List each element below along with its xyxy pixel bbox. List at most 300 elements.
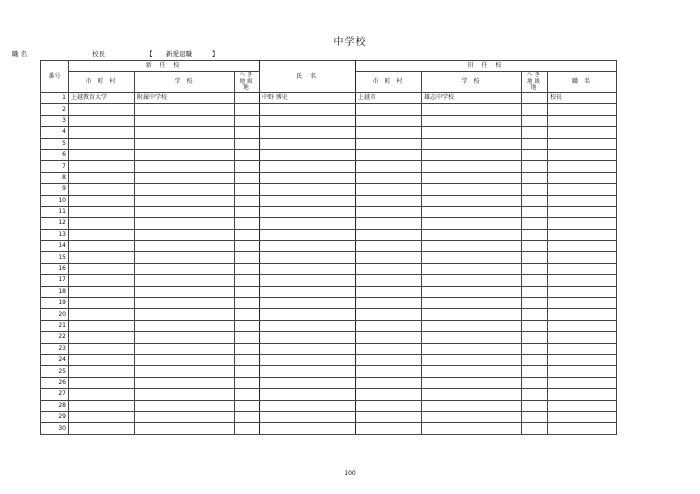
old-remote-cell <box>522 115 548 126</box>
old-city-cell <box>356 138 422 149</box>
old-remote-cell <box>522 229 548 240</box>
position-cell <box>548 229 617 240</box>
new-remote-cell <box>235 298 260 309</box>
old-school-cell <box>422 275 522 286</box>
old-remote-cell <box>522 138 548 149</box>
old-city-cell <box>356 195 422 206</box>
old-remote-cell <box>522 206 548 217</box>
row-number: 7 <box>41 161 69 172</box>
old-remote-cell <box>522 263 548 274</box>
old-school-cell <box>422 115 522 126</box>
old-school-cell <box>422 298 522 309</box>
table-row <box>41 206 617 217</box>
old-school-cell <box>422 104 522 115</box>
table-row <box>41 286 617 297</box>
name-cell <box>260 229 356 240</box>
new-school-cell <box>135 389 235 400</box>
old-school-cell <box>422 172 522 183</box>
name-cell <box>260 184 356 195</box>
old-remote-cell <box>522 400 548 411</box>
old-school-cell <box>422 286 522 297</box>
new-city-cell <box>69 149 135 160</box>
row-number: 17 <box>41 275 69 286</box>
new-school-cell <box>135 320 235 331</box>
header-new-school: 学 校 <box>135 72 235 93</box>
header-old-city: 市 町 村 <box>356 72 422 93</box>
category-label: 新愛退職 <box>166 50 192 58</box>
row-number: 27 <box>41 389 69 400</box>
old-remote-cell <box>522 149 548 160</box>
table-row <box>41 263 617 274</box>
old-school-cell <box>422 343 522 354</box>
new-remote-cell <box>235 332 260 343</box>
name-cell <box>260 138 356 149</box>
row-number: 21 <box>41 320 69 331</box>
name-cell <box>260 115 356 126</box>
new-city-cell <box>69 332 135 343</box>
row-number: 3 <box>41 115 69 126</box>
new-school-cell <box>135 343 235 354</box>
new-city-cell <box>69 206 135 217</box>
new-school-cell <box>135 218 235 229</box>
position-value: 校長 <box>92 50 105 58</box>
name-cell <box>260 263 356 274</box>
new-city-cell <box>69 389 135 400</box>
new-remote-cell <box>235 172 260 183</box>
new-school-cell <box>135 149 235 160</box>
old-city-cell: 上越市 <box>356 93 422 104</box>
old-school-cell <box>422 309 522 320</box>
row-number: 25 <box>41 366 69 377</box>
position-cell <box>548 241 617 252</box>
position-cell <box>548 332 617 343</box>
old-city-cell <box>356 104 422 115</box>
table-row <box>41 104 617 115</box>
new-remote-cell <box>235 377 260 388</box>
old-school-cell <box>422 127 522 138</box>
new-city-cell: 上越教育大学 <box>69 93 135 104</box>
old-city-cell <box>356 366 422 377</box>
new-city-cell <box>69 138 135 149</box>
old-city-cell <box>356 263 422 274</box>
position-cell <box>548 138 617 149</box>
row-number: 2 <box>41 104 69 115</box>
name-cell <box>260 309 356 320</box>
position-cell <box>548 172 617 183</box>
name-cell <box>260 275 356 286</box>
table-row <box>41 184 617 195</box>
old-city-cell <box>356 423 422 434</box>
new-city-cell <box>69 343 135 354</box>
new-school-cell <box>135 184 235 195</box>
old-school-cell <box>422 161 522 172</box>
old-remote-cell <box>522 195 548 206</box>
row-number: 23 <box>41 343 69 354</box>
new-remote-cell <box>235 411 260 422</box>
table-row <box>41 343 617 354</box>
header-position: 職 名 <box>548 72 617 93</box>
old-remote-cell <box>522 377 548 388</box>
new-school-cell <box>135 286 235 297</box>
table-row <box>41 229 617 240</box>
name-cell <box>260 206 356 217</box>
old-school-cell <box>422 184 522 195</box>
old-school-cell <box>422 263 522 274</box>
name-cell <box>260 104 356 115</box>
table-row <box>41 320 617 331</box>
position-cell <box>548 366 617 377</box>
row-number: 28 <box>41 400 69 411</box>
table-row <box>41 366 617 377</box>
table-row <box>41 172 617 183</box>
old-school-cell <box>422 241 522 252</box>
new-city-cell <box>69 127 135 138</box>
new-remote-cell <box>235 389 260 400</box>
row-number: 10 <box>41 195 69 206</box>
new-city-cell <box>69 320 135 331</box>
new-city-cell <box>69 309 135 320</box>
position-cell <box>548 218 617 229</box>
old-city-cell <box>356 127 422 138</box>
new-city-cell <box>69 229 135 240</box>
new-city-cell <box>69 172 135 183</box>
new-remote-cell <box>235 138 260 149</box>
position-cell <box>548 127 617 138</box>
position-cell <box>548 206 617 217</box>
position-cell <box>548 389 617 400</box>
header-old-school: 学 校 <box>422 72 522 93</box>
old-city-cell <box>356 400 422 411</box>
row-number: 20 <box>41 309 69 320</box>
new-school-cell <box>135 400 235 411</box>
old-school-cell <box>422 366 522 377</box>
name-cell <box>260 218 356 229</box>
old-city-cell <box>356 172 422 183</box>
new-remote-cell <box>235 275 260 286</box>
old-school-cell <box>422 332 522 343</box>
position-cell <box>548 320 617 331</box>
name-cell <box>260 354 356 365</box>
row-number: 18 <box>41 286 69 297</box>
position-cell <box>548 411 617 422</box>
name-cell <box>260 286 356 297</box>
new-remote-cell <box>235 263 260 274</box>
new-remote-cell <box>235 218 260 229</box>
row-number: 29 <box>41 411 69 422</box>
position-cell <box>548 104 617 115</box>
new-school-cell <box>135 309 235 320</box>
new-remote-cell <box>235 104 260 115</box>
old-school-cell <box>422 354 522 365</box>
row-number: 19 <box>41 298 69 309</box>
bracket-open: 【 <box>146 50 153 58</box>
position-label: 職 名 <box>12 50 28 58</box>
position-cell <box>548 161 617 172</box>
new-school-cell <box>135 206 235 217</box>
old-city-cell <box>356 286 422 297</box>
name-cell <box>260 195 356 206</box>
old-school-cell <box>422 320 522 331</box>
old-remote-cell <box>522 320 548 331</box>
table-row <box>41 138 617 149</box>
table-row <box>41 377 617 388</box>
new-school-cell <box>135 366 235 377</box>
old-school-cell <box>422 377 522 388</box>
position-cell: 校長 <box>548 93 617 104</box>
name-cell <box>260 366 356 377</box>
new-city-cell <box>69 218 135 229</box>
name-cell <box>260 127 356 138</box>
new-school-cell <box>135 252 235 263</box>
new-remote-cell <box>235 115 260 126</box>
row-number: 12 <box>41 218 69 229</box>
name-cell <box>260 241 356 252</box>
new-remote-cell <box>235 195 260 206</box>
table-row <box>41 411 617 422</box>
row-number: 22 <box>41 332 69 343</box>
table-row <box>41 298 617 309</box>
new-school-cell <box>135 195 235 206</box>
new-school-cell <box>135 229 235 240</box>
new-school-cell <box>135 138 235 149</box>
row-number: 15 <box>41 252 69 263</box>
old-city-cell <box>356 161 422 172</box>
new-school-cell <box>135 263 235 274</box>
new-remote-cell <box>235 241 260 252</box>
old-city-cell <box>356 252 422 263</box>
new-school-cell <box>135 161 235 172</box>
new-city-cell <box>69 286 135 297</box>
name-cell <box>260 389 356 400</box>
position-cell <box>548 400 617 411</box>
old-city-cell <box>356 354 422 365</box>
new-school-cell <box>135 332 235 343</box>
old-city-cell <box>356 184 422 195</box>
row-number: 8 <box>41 172 69 183</box>
new-remote-cell <box>235 354 260 365</box>
name-cell <box>260 377 356 388</box>
old-remote-cell <box>522 93 548 104</box>
header-name: 氏 名 <box>260 61 356 93</box>
position-cell <box>548 377 617 388</box>
header-row-groups <box>41 61 617 72</box>
new-remote-cell <box>235 229 260 240</box>
position-cell <box>548 275 617 286</box>
new-remote-cell <box>235 423 260 434</box>
old-city-cell <box>356 115 422 126</box>
new-school-cell <box>135 423 235 434</box>
old-remote-cell <box>522 218 548 229</box>
header-number: 番号 <box>41 61 69 93</box>
row-number: 9 <box>41 184 69 195</box>
old-remote-cell <box>522 423 548 434</box>
header-new-remote: へき地級 地 <box>235 72 260 93</box>
table-row <box>41 332 617 343</box>
new-city-cell <box>69 377 135 388</box>
new-remote-cell <box>235 149 260 160</box>
old-school-cell <box>422 389 522 400</box>
new-city-cell <box>69 423 135 434</box>
table-row <box>41 423 617 434</box>
old-remote-cell <box>522 241 548 252</box>
new-remote-cell <box>235 343 260 354</box>
old-school-cell <box>422 206 522 217</box>
new-school-cell <box>135 411 235 422</box>
name-cell <box>260 172 356 183</box>
old-school-cell <box>422 138 522 149</box>
name-cell <box>260 332 356 343</box>
name-cell <box>260 252 356 263</box>
row-number: 13 <box>41 229 69 240</box>
old-city-cell <box>356 149 422 160</box>
position-cell <box>548 149 617 160</box>
new-city-cell <box>69 298 135 309</box>
new-city-cell <box>69 241 135 252</box>
new-remote-cell <box>235 93 260 104</box>
transfer-table <box>40 60 617 435</box>
table-row <box>41 149 617 160</box>
new-remote-cell <box>235 206 260 217</box>
row-number: 11 <box>41 206 69 217</box>
page-number: 100 <box>344 470 356 477</box>
new-school-cell <box>135 354 235 365</box>
header-new-school-group: 新 任 校 <box>69 61 260 72</box>
position-cell <box>548 343 617 354</box>
old-school-cell <box>422 218 522 229</box>
new-city-cell <box>69 252 135 263</box>
old-remote-cell <box>522 411 548 422</box>
name-cell <box>260 298 356 309</box>
table-row <box>41 218 617 229</box>
old-remote-cell <box>522 275 548 286</box>
page-title: 中学校 <box>333 37 367 48</box>
old-city-cell <box>356 298 422 309</box>
old-school-cell <box>422 400 522 411</box>
old-city-cell <box>356 309 422 320</box>
position-cell <box>548 252 617 263</box>
row-number: 14 <box>41 241 69 252</box>
old-remote-cell <box>522 161 548 172</box>
name-cell <box>260 343 356 354</box>
old-city-cell <box>356 343 422 354</box>
header-new-city: 市 町 村 <box>69 72 135 93</box>
old-city-cell <box>356 389 422 400</box>
old-school-cell: 雄志中学校 <box>422 93 522 104</box>
new-remote-cell <box>235 309 260 320</box>
new-school-cell <box>135 275 235 286</box>
new-city-cell <box>69 104 135 115</box>
name-cell <box>260 411 356 422</box>
old-city-cell <box>356 332 422 343</box>
new-city-cell <box>69 400 135 411</box>
header-old-school-group: 旧 任 校 <box>356 61 617 72</box>
row-number: 16 <box>41 263 69 274</box>
new-school-cell <box>135 115 235 126</box>
name-cell <box>260 400 356 411</box>
new-remote-cell <box>235 320 260 331</box>
position-cell <box>548 184 617 195</box>
old-remote-cell <box>522 332 548 343</box>
bracket-close: 】 <box>212 50 219 58</box>
old-remote-cell <box>522 104 548 115</box>
old-remote-cell <box>522 172 548 183</box>
old-remote-cell <box>522 127 548 138</box>
header-old-remote: へき地級 地 <box>522 72 548 93</box>
position-cell <box>548 286 617 297</box>
old-city-cell <box>356 320 422 331</box>
new-city-cell <box>69 354 135 365</box>
new-city-cell <box>69 411 135 422</box>
new-remote-cell <box>235 127 260 138</box>
row-number: 26 <box>41 377 69 388</box>
old-school-cell <box>422 149 522 160</box>
old-remote-cell <box>522 309 548 320</box>
position-cell <box>548 115 617 126</box>
table-row <box>41 309 617 320</box>
old-city-cell <box>356 206 422 217</box>
old-remote-cell <box>522 252 548 263</box>
old-remote-cell <box>522 366 548 377</box>
name-cell <box>260 423 356 434</box>
table-row <box>41 195 617 206</box>
new-school-cell <box>135 377 235 388</box>
name-cell <box>260 161 356 172</box>
table-row <box>41 389 617 400</box>
table-row <box>41 93 617 104</box>
table-row <box>41 115 617 126</box>
old-school-cell <box>422 252 522 263</box>
new-city-cell <box>69 115 135 126</box>
old-school-cell <box>422 411 522 422</box>
new-school-cell <box>135 104 235 115</box>
table-row <box>41 252 617 263</box>
old-remote-cell <box>522 389 548 400</box>
new-remote-cell <box>235 400 260 411</box>
new-city-cell <box>69 195 135 206</box>
old-city-cell <box>356 218 422 229</box>
old-school-cell <box>422 195 522 206</box>
new-city-cell <box>69 275 135 286</box>
new-school-cell <box>135 298 235 309</box>
position-cell <box>548 195 617 206</box>
old-city-cell <box>356 229 422 240</box>
old-school-cell <box>422 423 522 434</box>
new-remote-cell <box>235 366 260 377</box>
new-school-cell <box>135 172 235 183</box>
row-number: 1 <box>41 93 69 104</box>
row-number: 5 <box>41 138 69 149</box>
old-city-cell <box>356 377 422 388</box>
table-row <box>41 127 617 138</box>
new-city-cell <box>69 161 135 172</box>
old-remote-cell <box>522 298 548 309</box>
table-row <box>41 241 617 252</box>
position-cell <box>548 263 617 274</box>
new-remote-cell <box>235 184 260 195</box>
new-remote-cell <box>235 252 260 263</box>
position-cell <box>548 298 617 309</box>
new-remote-cell <box>235 286 260 297</box>
old-city-cell <box>356 241 422 252</box>
new-school-cell: 附属中学校 <box>135 93 235 104</box>
old-city-cell <box>356 275 422 286</box>
table-row <box>41 161 617 172</box>
old-remote-cell <box>522 354 548 365</box>
row-number: 30 <box>41 423 69 434</box>
new-school-cell <box>135 241 235 252</box>
new-remote-cell <box>235 161 260 172</box>
old-remote-cell <box>522 286 548 297</box>
